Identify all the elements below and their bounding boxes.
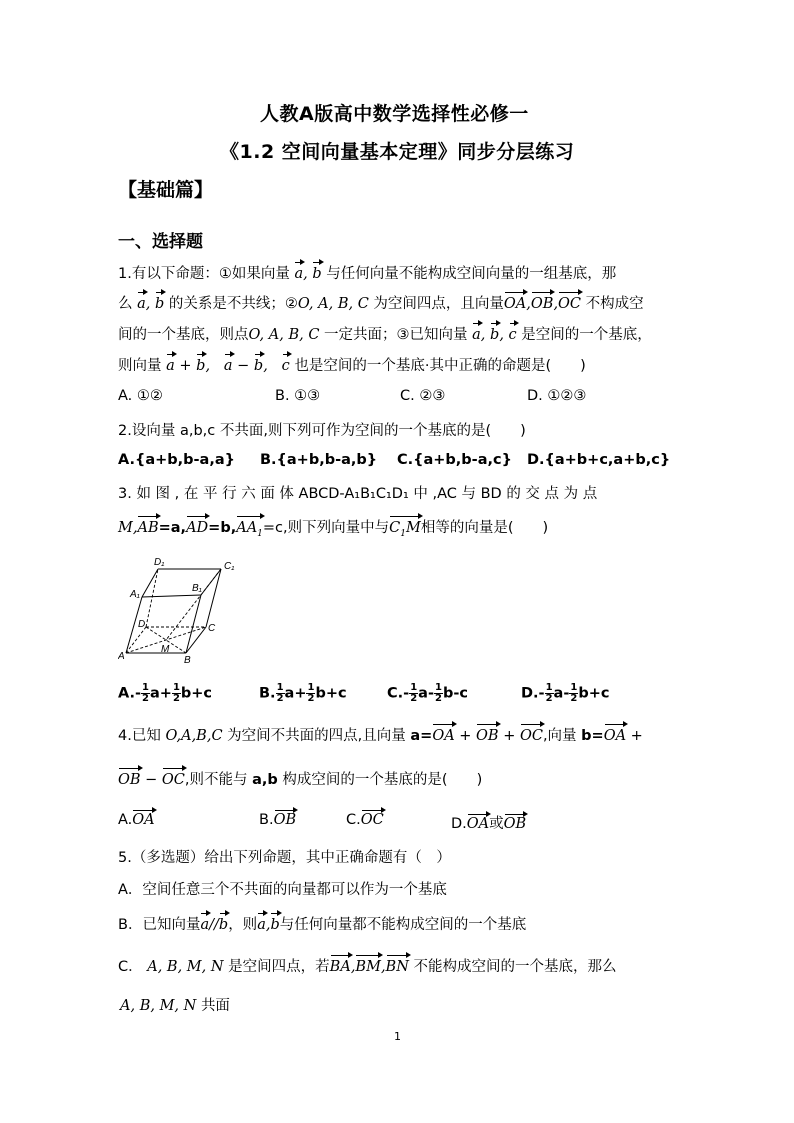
label-m: M: [161, 644, 170, 655]
q3-option-c[interactable]: C.- $\frac{1}{2}$ a- $\frac{1}{2}$ b-c: [387, 682, 468, 704]
q5-option-b[interactable]: B．已知向量a//b，则a,b与任何向量都不能构成空间的一个基底: [118, 917, 527, 933]
q2-option-a[interactable]: A.{a+b,b-a,a}: [118, 452, 235, 468]
q4-line1: 4.已知 O,A,B,C 为空间不共面的四点,且向量 a=OA + OB + OC,向量 b=OA +: [118, 728, 643, 744]
q4-option-d[interactable]: D.OA或OB: [451, 816, 527, 832]
q2-stem: 2.设向量 a,b,c 不共面,则下列可作为空间的一个基底的是( ): [118, 423, 526, 439]
q4-option-c[interactable]: C.OC: [346, 812, 384, 828]
q1-option-d[interactable]: D. ①②③: [527, 388, 587, 404]
q5-option-c-cont: A, B, M, N 共面: [120, 998, 230, 1014]
q5-stem: 5.（多选题）给出下列命题，其中正确命题有（ ）: [118, 850, 451, 866]
doc-subtitle: 《1.2 空间向量基本定理》同步分层练习: [220, 141, 575, 163]
q1-option-b[interactable]: B. ①③: [275, 388, 321, 404]
label-c1: C₁: [224, 561, 235, 572]
q1-line3: 间的一个基底，则点O, A, B, C 一定共面；③已知向量 a, b, c 是空间的一个基底，: [118, 327, 652, 343]
q5-option-c[interactable]: C． A, B, M, N 是空间四点，若BA,BM,BN 不能构成空间的一个基底，那么: [118, 959, 617, 975]
parallelepiped-figure: [118, 555, 248, 670]
label-c: C: [208, 623, 216, 634]
q1-option-c[interactable]: C. ②③: [400, 388, 446, 404]
label-a: A: [118, 651, 125, 662]
q4-line2: OB − OC,则不能与 a,b 构成空间的一个基底的是( ): [118, 772, 483, 788]
section-heading: 一、选择题: [118, 232, 203, 252]
q1-line4: 则向量 a + b, a − b, c 也是空间的一个基底·其中正确的命题是( ): [118, 358, 586, 374]
q3-option-a[interactable]: A.- $\frac{1}{2}$ a+ $\frac{1}{2}$ b+c: [118, 682, 213, 704]
page-number: 1: [394, 1030, 401, 1043]
q3-line2: $M,AB=a,AD=b,AA_1=c$,则下列向量中与$C_1M$相等的向量是( ): [118, 518, 548, 544]
q1-line2: 么 a, b 的关系是不共线；②O, A, B, C 为空间四点，且向量OA,OB,OC 不构成空: [118, 296, 644, 312]
doc-title: 人教A版高中数学选择性必修一: [260, 103, 529, 125]
label-d: D: [138, 619, 146, 630]
q2-option-b[interactable]: B.{a+b,b-a,b}: [260, 452, 378, 468]
label-b: B: [184, 655, 191, 666]
label-b1: B₁: [192, 583, 202, 594]
q3-line1: 3. 如 图 , 在 平 行 六 面 体 ABCD-A₁B₁C₁D₁ 中 ,AC 与 BD 的 交 点 为 点: [118, 486, 598, 502]
q1-option-a[interactable]: A. ①②: [118, 388, 163, 404]
q3-option-d[interactable]: D.- $\frac{1}{2}$ a- $\frac{1}{2}$ b+c: [521, 682, 610, 704]
q2-option-d[interactable]: D.{a+b+c,a+b,c}: [527, 452, 671, 468]
q4-option-a[interactable]: A.OA: [118, 812, 155, 828]
label-a1: A₁: [130, 589, 140, 600]
q3-option-b[interactable]: B. $\frac{1}{2}$ a+ $\frac{1}{2}$ b+c: [259, 682, 347, 704]
level-heading: 【基础篇】: [118, 179, 214, 201]
q2-option-c[interactable]: C.{a+b,b-a,c}: [397, 452, 512, 468]
q4-option-b[interactable]: B.OB: [259, 812, 297, 828]
q1-line1: 1.有以下命题：①如果向量 a, b 与任何向量不能构成空间向量的一组基底，那: [118, 266, 617, 282]
q5-option-a[interactable]: A．空间任意三个不共面的向量都可以作为一个基底: [118, 882, 447, 898]
label-d1: D₁: [154, 557, 165, 568]
